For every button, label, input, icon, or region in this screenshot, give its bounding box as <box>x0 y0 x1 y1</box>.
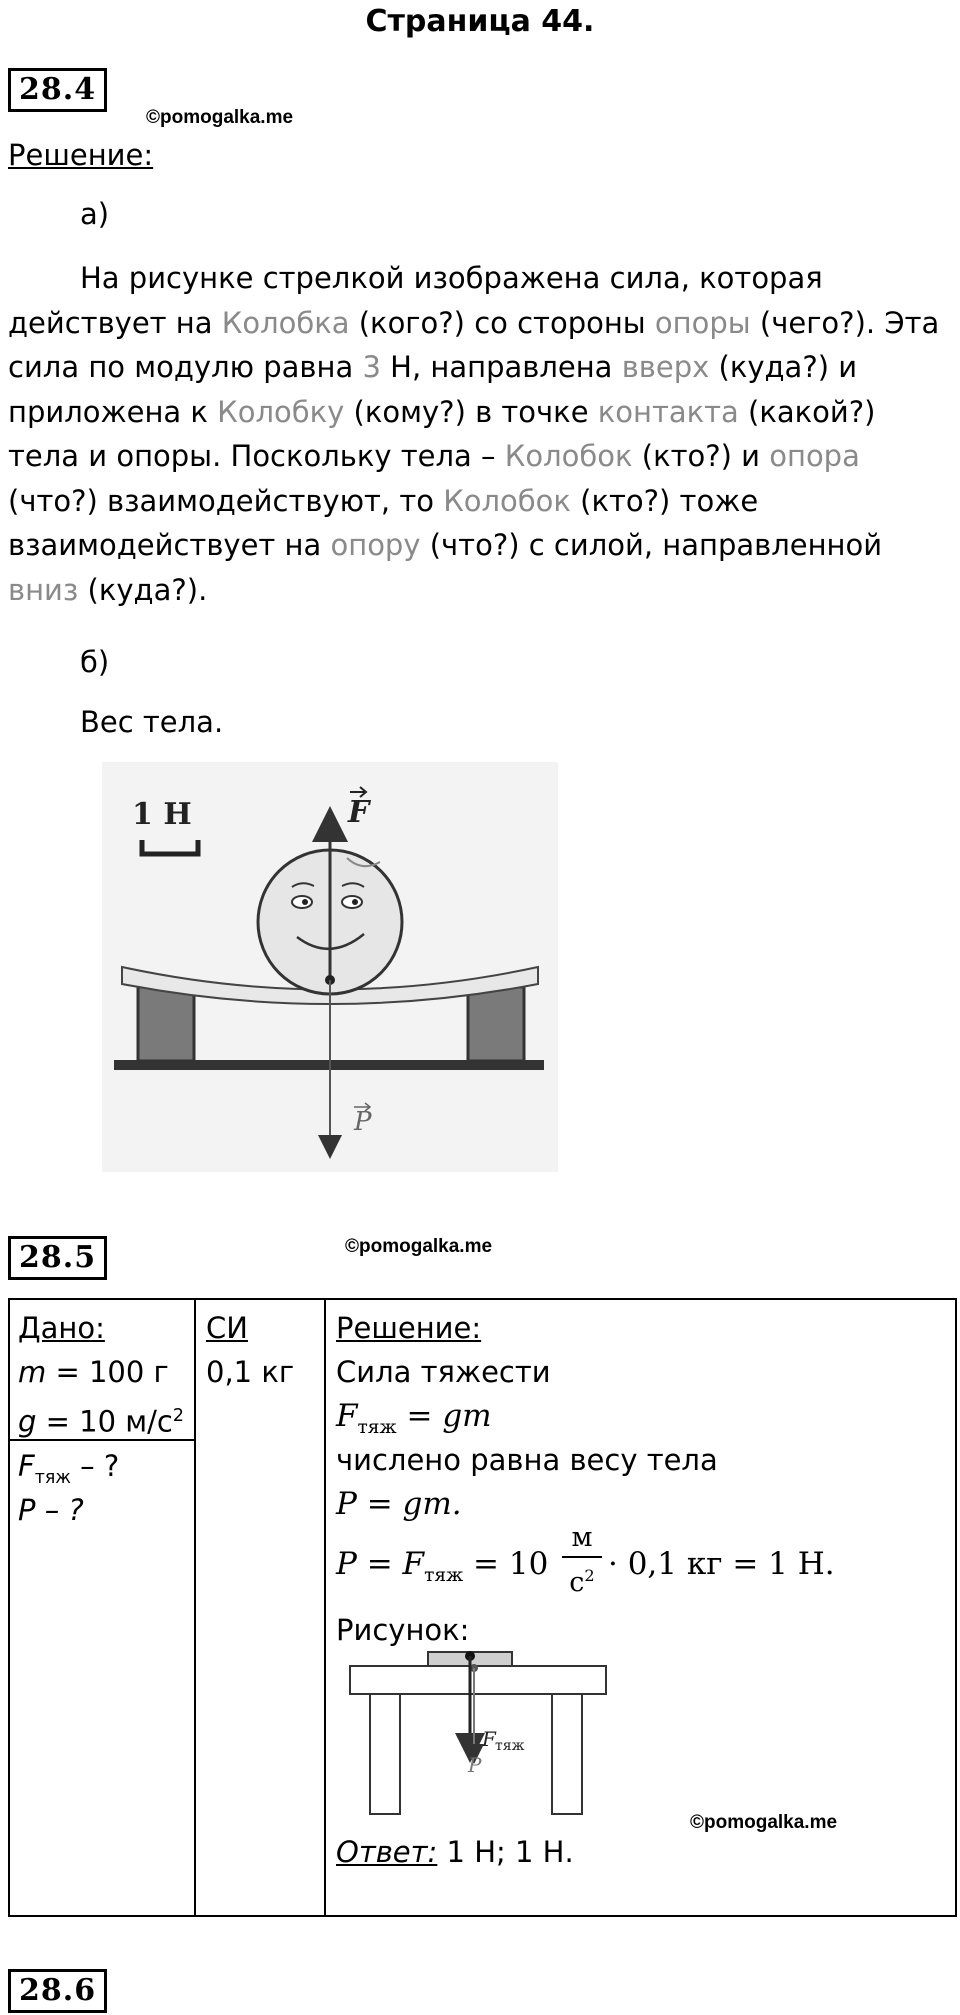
table-leg-right <box>552 1694 582 1814</box>
solution-paragraph <box>8 256 948 612</box>
weight-text: Вес тела. <box>80 705 224 739</box>
formula-calculation-end: · 0,1 кг = 1 Н. <box>608 1546 835 1582</box>
page-title: Страница 44. <box>365 4 595 39</box>
table-figure <box>340 1650 610 1840</box>
text-segment: (какой?) тела и опоры. Поскольку тела – <box>8 394 876 473</box>
tabletop <box>350 1666 606 1694</box>
column-divider <box>324 1300 326 1915</box>
answer-fill: Колобку <box>217 394 345 429</box>
gravity-label: F <box>482 1727 496 1751</box>
gravity-label-sub: тяж <box>495 1738 525 1754</box>
problem-number-28-6: 28.6 <box>8 1969 107 2013</box>
table-leg-left <box>370 1694 400 1814</box>
text-segment: (чего?). Эта сила по модулю равна <box>8 305 940 384</box>
weight-label: P <box>354 1107 372 1137</box>
answer-fill: контакта <box>597 394 739 429</box>
text-segment: (кого?) со стороны <box>349 305 655 340</box>
answer-fill: Колобок <box>443 483 571 518</box>
solution-line-3: числено равна весу тела <box>336 1443 718 1477</box>
text-segment: Н, направлена <box>380 350 622 384</box>
answer-fill: опору <box>330 528 421 562</box>
given-g: g = 10 $м/с^2$ <box>18 1404 184 1439</box>
answer-fill: вниз <box>8 572 79 607</box>
answer-fill: вверх <box>621 350 710 384</box>
watermark: ©pomogalka.me <box>146 107 294 128</box>
answer-fill: 3 <box>362 350 381 384</box>
problem-number-28-4: 28.4 <box>8 68 107 112</box>
support-right <box>468 987 524 1061</box>
unit-fraction: м $с^2$ <box>562 1520 602 1601</box>
text-segment: (кто?) тоже взаимодействует на <box>8 483 759 562</box>
watermark: ©pomogalka.me <box>690 1812 838 1833</box>
text-segment: (куда?) и приложена к <box>8 350 858 429</box>
formula-gravity: $F_{тяж}$ = gm <box>336 1398 492 1439</box>
find-weight: P – ? <box>18 1493 84 1527</box>
column-divider <box>194 1300 196 1915</box>
text-segment: (кто?) и <box>632 439 770 473</box>
force-label: F <box>348 795 370 830</box>
solution-table <box>8 1298 957 1917</box>
drawing-label: Рисунок: <box>336 1613 470 1647</box>
text-segment: (что?) с силой, направленной <box>420 528 883 562</box>
text-segment: (кому?) в точке <box>344 394 598 429</box>
answer-fill: опоры <box>654 305 751 340</box>
answer-fill: опора <box>769 439 860 473</box>
answer-fill: Колобок <box>504 439 633 473</box>
weight-label: P <box>468 1753 482 1777</box>
solution-header: Решение: <box>336 1311 482 1345</box>
answer-fill: Колобка <box>221 305 350 340</box>
given-mass: m = 100 г <box>18 1355 169 1389</box>
solution-label: Решение: <box>8 138 154 172</box>
watermark: ©pomogalka.me <box>345 1236 493 1257</box>
scale-label: 1 Н <box>132 797 192 832</box>
solution-line-1: Сила тяжести <box>336 1355 551 1389</box>
si-header: СИ <box>206 1311 248 1345</box>
support-left <box>138 987 194 1061</box>
answer: Ответ: 1 Н; 1 Н. <box>336 1835 574 1869</box>
kolobok-figure <box>102 762 558 1172</box>
problem-number-28-5: 28.5 <box>8 1236 107 1280</box>
text-segment: На рисунке стрелкой изображена сила, которая действует на <box>8 261 823 340</box>
text-segment: (куда?). <box>78 572 208 607</box>
find-force: $F_{тяж}$ – ? <box>18 1449 120 1488</box>
dano-header: Дано: <box>18 1311 105 1345</box>
part-a-label: а) <box>80 197 110 231</box>
part-b-label: б) <box>80 645 110 679</box>
formula-weight: P = gm. <box>336 1486 462 1522</box>
formula-calculation: $P = F_{тяж} = 10$ <box>336 1546 549 1587</box>
si-value: 0,1 кг <box>206 1355 295 1389</box>
text-segment: (что?) взаимодействуют, то <box>8 483 444 518</box>
